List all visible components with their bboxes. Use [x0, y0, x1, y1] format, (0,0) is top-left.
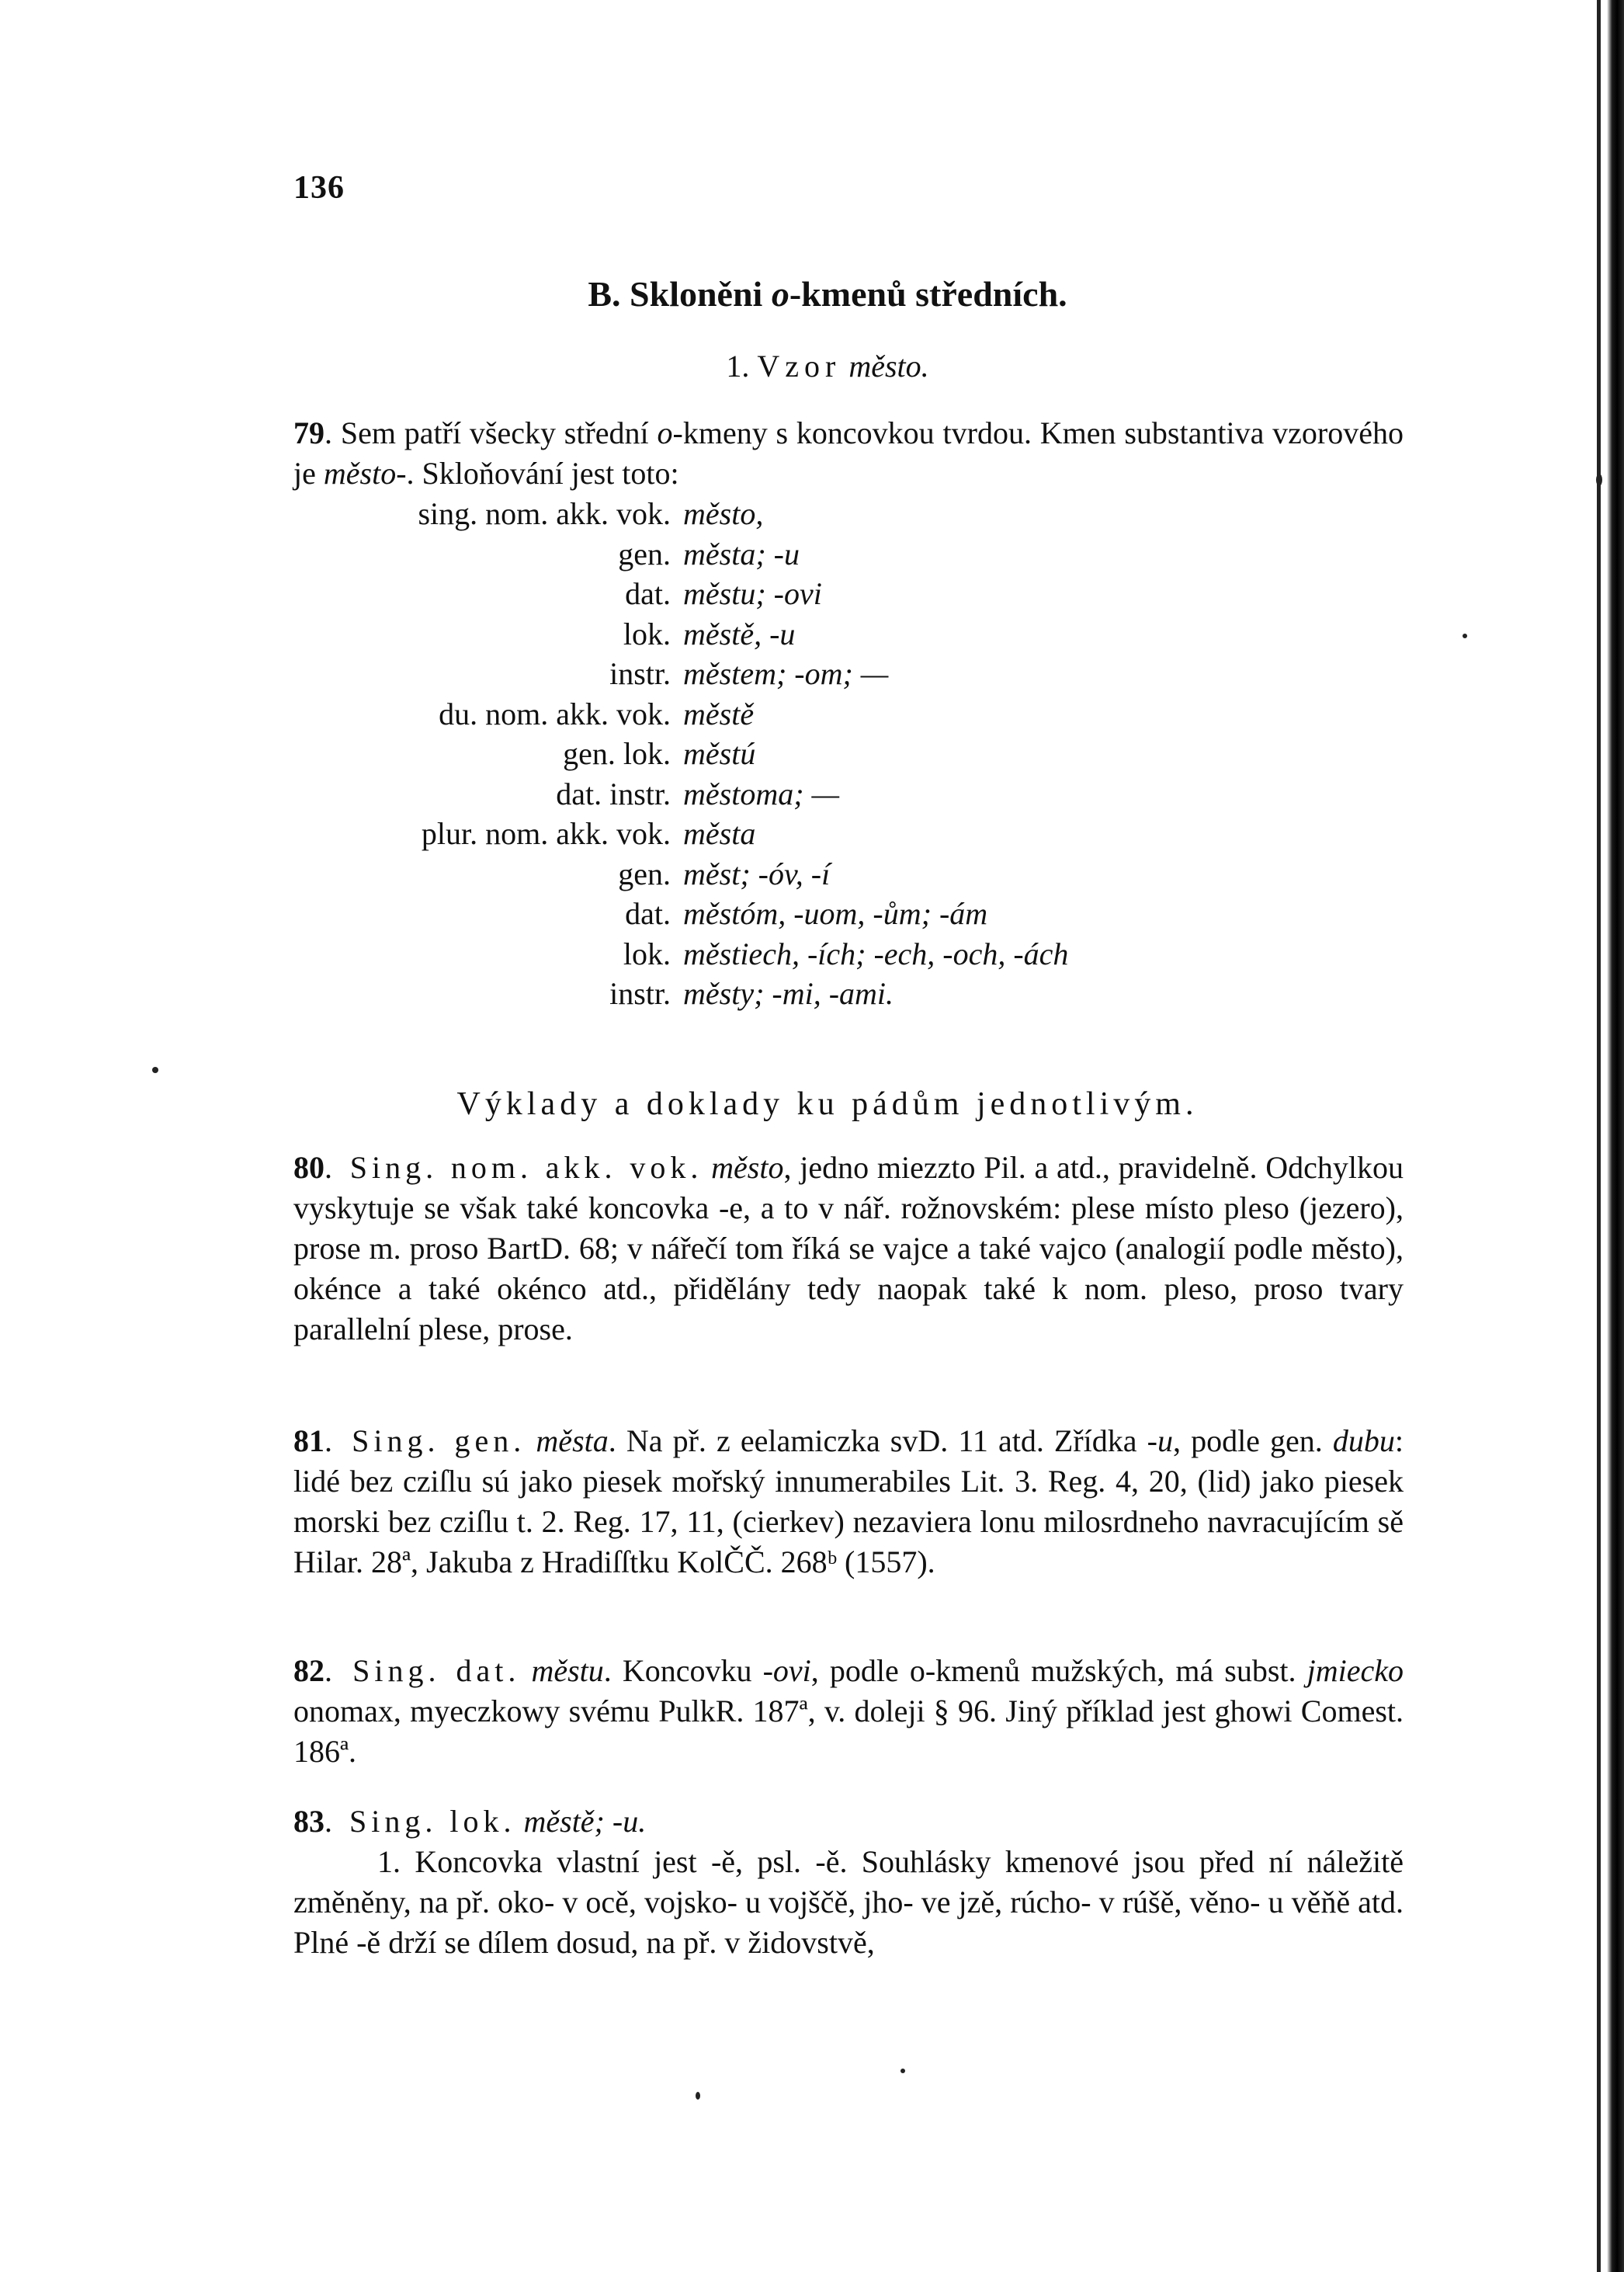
paragraph-82 [293, 1651, 1404, 1772]
case-label: gen. lok. [563, 736, 671, 771]
paragraph-83 [293, 1801, 1404, 1842]
scan-speck [900, 2069, 905, 2073]
case-label: lok. [623, 616, 671, 651]
declension-row [293, 574, 1404, 614]
case-label: instr. [609, 976, 671, 1011]
case-forms: městóm, -uom, -ům; -ám [683, 896, 988, 931]
section-heading: Výklady a doklady ku pádům jednotlivým. [456, 1086, 1199, 1122]
case-forms: městě, -u [683, 616, 796, 651]
paragraph-text: , podle o-kmenů mužských, má subst. [810, 1653, 1307, 1688]
paragraph-case-label: . Sing. nom. akk. vok. [324, 1150, 703, 1185]
declension-row [293, 894, 1404, 934]
declension-row [293, 934, 1404, 974]
declension-row [293, 974, 1404, 1014]
chapter-title [0, 273, 1624, 314]
scan-speck [1596, 474, 1602, 486]
paragraph-text: , podle gen. [1172, 1423, 1333, 1458]
paragraph-italic: u [1157, 1423, 1173, 1458]
paragraph-italic: jmiecko [1306, 1653, 1404, 1688]
case-label: du. nom. akk. vok. [439, 696, 671, 731]
paragraph-number: 80 [293, 1150, 324, 1185]
declension-row [293, 534, 1404, 575]
paragraph-case-label: . Sing. dat. [324, 1653, 521, 1688]
paragraph-text: -kmeny s koncovkou tvrdou. Kmen substantiva vzorového je [293, 415, 1404, 491]
paragraph-text: , jedno miezzto Pil. a atd., pravidelně. Odchylkou vyskytuje se však také koncovka -e, a to v nář. rožnovském: plese místo pleso (jezero), prose m. proso BartD. 68; v nářečí tom říká se vajce a také vajco (analogií podle město), okénce a také okénco atd., přidělány tedy naopak také k nom. pleso, proso tvary parallelní plese, prose. [293, 1150, 1404, 1346]
page-number: 136 [293, 170, 345, 206]
case-forms: městem; -om; — [683, 656, 889, 691]
paragraph-text: . Koncovku - [603, 1653, 773, 1688]
paragraph-case-label: . Sing. gen. [324, 1423, 526, 1458]
subtitle-number: 1. [726, 349, 750, 384]
case-forms: města; -u [683, 536, 800, 571]
case-label: sing. nom. akk. vok. [418, 496, 671, 531]
paragraph-number: 83 [293, 1804, 324, 1839]
paragraph-italic: městě; -u. [523, 1804, 647, 1839]
paragraph-italic: ovi [772, 1653, 811, 1688]
case-forms: město, [683, 496, 764, 531]
subtitle-word: Vzor [757, 349, 841, 384]
case-label: dat. [625, 896, 671, 931]
title-part: -kmenů středních. [789, 274, 1067, 314]
case-forms: městú [683, 736, 756, 771]
declension-table [293, 494, 1404, 1014]
paragraph-text: : lidé bez cziſlu sú jako piesek mořský innumerabiles Lit. 3. Reg. 4, 20, (lid) jako piesek morski bez cziſlu t. 2. Reg. 17, 11, (cierkev) nezaviera lonu milosrdneho navracujícím sě Hilar. 28ª, Jakuba z Hradiſſtku KolČČ. 268ᵇ (1557). [293, 1423, 1404, 1579]
paragraph-text: . Skloňování jest toto: [406, 456, 679, 491]
paragraph-text: . Na př. z eelamiczka svD. 11 atd. Zřídka - [608, 1423, 1157, 1458]
declension-row [293, 854, 1404, 895]
declension-row [293, 494, 1404, 534]
scan-speck [152, 1067, 158, 1073]
paragraph-italic: městu [531, 1653, 604, 1688]
case-forms: města [683, 816, 756, 851]
case-label: plur. nom. akk. vok. [421, 816, 671, 851]
paragraph-case-label: . Sing. lok. [324, 1804, 516, 1839]
title-part: B. Skloněni [588, 274, 772, 314]
paragraph-79 [293, 413, 1404, 494]
scan-speck [696, 2092, 700, 2100]
paragraph-italic: město- [323, 456, 407, 491]
case-forms: městu; -ovi [683, 576, 822, 611]
declension-row [293, 814, 1404, 854]
section-subtitle [0, 348, 1624, 384]
case-forms: městiech, -ích; -ech, -och, -ách [683, 936, 1069, 971]
case-label: lok. [623, 936, 671, 971]
case-forms: měst; -óv, -í [683, 856, 831, 891]
declension-row [293, 774, 1404, 815]
subtitle-example: město. [848, 349, 929, 384]
case-label: dat. instr. [556, 776, 671, 811]
paragraph-italic: města [536, 1423, 609, 1458]
declension-row [293, 654, 1404, 694]
title-part-italic: o [771, 274, 789, 314]
declension-row [293, 734, 1404, 774]
scan-edge-shadow [1607, 0, 1624, 2272]
paragraph-81 [293, 1421, 1404, 1582]
case-label: instr. [609, 656, 671, 691]
paragraph-italic: dubu [1332, 1423, 1395, 1458]
case-label: dat. [625, 576, 671, 611]
paragraph-number: 82 [293, 1653, 324, 1688]
case-forms: městoma; — [683, 776, 840, 811]
case-forms: městě [683, 696, 755, 731]
paragraph-text: . Sem patří všecky střední [324, 415, 658, 450]
paragraph-80 [293, 1148, 1404, 1350]
scan-edge-line [1597, 0, 1601, 2272]
paragraph-italic: o [657, 415, 673, 450]
scan-speck [1463, 634, 1467, 638]
declension-row [293, 694, 1404, 735]
paragraph-number: 81 [293, 1423, 324, 1458]
declension-row [293, 614, 1404, 655]
paragraph-83-1: 1. Koncovka vlastní jest -ě, psl. -ě. Souhlásky kmenové jsou před ní náležitě změněny, na př. oko- v ocě, vojsko- u vojščě, jho- ve jzě, rúcho- v rúšě, věno- u věňě atd. Plné -ě drží se dílem dosud, na př. v židovstvě, [293, 1844, 1404, 1960]
paragraph-text: onomax, myeczkowy svému PulkR. 187ª, v. doleji § 96. Jiný příklad jest ghowi Comest. 186ª. [293, 1694, 1404, 1769]
case-label: gen. [618, 536, 671, 571]
case-label: gen. [618, 856, 671, 891]
paragraph-italic: město [711, 1150, 784, 1185]
case-forms: městy; -mi, -ami. [683, 976, 894, 1011]
paragraph-number: 79 [293, 415, 324, 450]
